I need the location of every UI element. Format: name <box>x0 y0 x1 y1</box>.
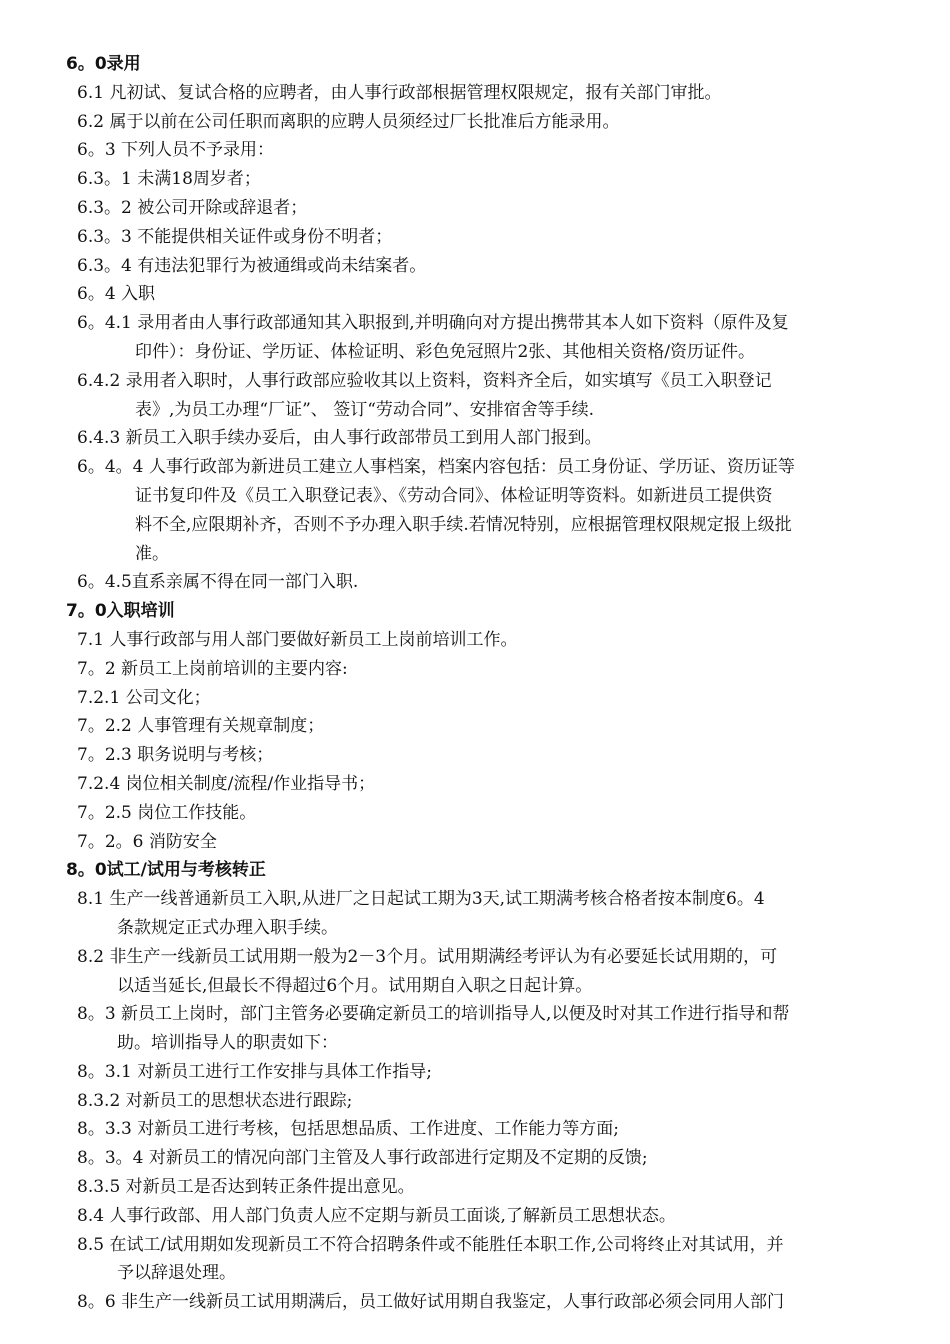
document-line: 6。4 入职 <box>77 284 156 305</box>
document-line: 条款规定正式办理入职手续。 <box>117 917 338 938</box>
document-line: 6.1 凡初试、复试合格的应聘者，由人事行政部根据管理权限规定，报有关部门审批。 <box>77 82 722 103</box>
document-line: 8。3.3 对新员工进行考核，包括思想品质、工作进度、工作能力等方面; <box>77 1119 619 1140</box>
document-line: 8.1 生产一线普通新员工入职,从进厂之日起试工期为3天,试工期满考核合格者按本制度6。4 <box>77 889 765 910</box>
document-line: 6.3。3 不能提供相关证件或身份不明者； <box>77 226 393 247</box>
document-line: 6.4.3 新员工入职手续办妥后，由人事行政部带员工到用人部门报到。 <box>77 428 602 449</box>
document-line: 8。3.1 对新员工进行工作安排与具体工作指导; <box>77 1061 432 1082</box>
document-line: 6。4.5直系亲属不得在同一部门入职. <box>77 572 359 593</box>
document-line: 6.3。1 未满18周岁者； <box>77 169 261 190</box>
document-line: 7。2。6 消防安全 <box>77 831 217 852</box>
document-line: 证书复印件及《员工入职登记表》、《劳动合同》、体检证明等资料。如新进员工提供资 <box>135 485 773 506</box>
document-line: 8.4 人事行政部、用人部门负责人应不定期与新员工面谈,了解新员工思想状态。 <box>77 1205 676 1226</box>
document-line: 以适当延长,但最长不得超过6个月。试用期自入职之日起计算。 <box>117 975 593 996</box>
document-line: 8.3.5 对新员工是否达到转正条件提出意见。 <box>77 1177 415 1198</box>
document-line: 6。4.1 录用者由人事行政部通知其入职报到,并明确向对方提出携带其本人如下资料（原件及复 <box>77 313 789 334</box>
section-heading: 6。0录用 <box>66 54 141 74</box>
document-line: 6.3。4 有违法犯罪行为被通缉或尚未结案者。 <box>77 255 427 276</box>
document-line: 8。3。4 对新员工的情况向部门主管及人事行政部进行定期及不定期的反馈; <box>77 1148 648 1169</box>
document-line: 8。3 新员工上岗时，部门主管务必要确定新员工的培训指导人,以便及时对其工作进行指导和帮 <box>77 1004 790 1025</box>
document-line: 7。2.5 岗位工作技能。 <box>77 802 257 823</box>
document-line: 8.3.2 对新员工的思想状态进行跟踪; <box>77 1090 353 1111</box>
document-line: 7。2.2 人事管理有关规章制度； <box>77 716 325 737</box>
document-line: 助。培训指导人的职责如下： <box>117 1033 338 1054</box>
document-page <box>0 50 950 1317</box>
document-line: 印件）：身份证、学历证、体检证明、彩色免冠照片2张、其他相关资格/资历证件。 <box>135 341 756 362</box>
document-line: 7.1 人事行政部与用人部门要做好新员工上岗前培训工作。 <box>77 629 518 650</box>
section-heading: 7。0入职培训 <box>66 601 175 622</box>
document-line: 准。 <box>135 543 169 564</box>
document-line: 料不全,应限期补齐，否则不予办理入职手续.若情况特别，应根据管理权限规定报上级批 <box>135 514 792 535</box>
document-line: 表》,为员工办理“厂证”、 签订“劳动合同”、安排宿舍等手续. <box>135 399 594 420</box>
document-line: 7.2.4 岗位相关制度/流程/作业指导书； <box>77 773 376 794</box>
document-line: 6.3。2 被公司开除或辞退者； <box>77 197 308 218</box>
document-line: 6。3 下列人员不予录用： <box>77 140 275 161</box>
document-line: 8.5 在试工/试用期如发现新员工不符合招聘条件或不能胜任本职工作,公司将终止对其试用，并 <box>77 1234 784 1255</box>
document-line: 7。2 新员工上岗前培训的主要内容: <box>77 658 348 679</box>
section-heading: 8。0试工/试用与考核转正 <box>66 860 266 881</box>
document-line: 8。6 非生产一线新员工试用期满后，员工做好试用期自我鉴定，人事行政部必须会同用人部门 <box>77 1292 785 1313</box>
document-line: 6。4。4 人事行政部为新进员工建立人事档案，档案内容包括：员工身份证、学历证、资历证等 <box>77 457 795 478</box>
document-line: 7.2.1 公司文化； <box>77 687 211 708</box>
document-line: 6.2 属于以前在公司任职而离职的应聘人员须经过厂长批准后方能录用。 <box>77 111 620 132</box>
document-line: 7。2.3 职务说明与考核； <box>77 745 274 766</box>
document-line: 6.4.2 录用者入职时，人事行政部应验收其以上资料，资料齐全后，如实填写《员工入职登记 <box>77 370 772 391</box>
document-line: 予以辞退处理。 <box>117 1263 236 1284</box>
document-line: 8.2 非生产一线新员工试用期一般为2－3个月。试用期满经考评认为有必要延长试用期的，可 <box>77 946 778 967</box>
